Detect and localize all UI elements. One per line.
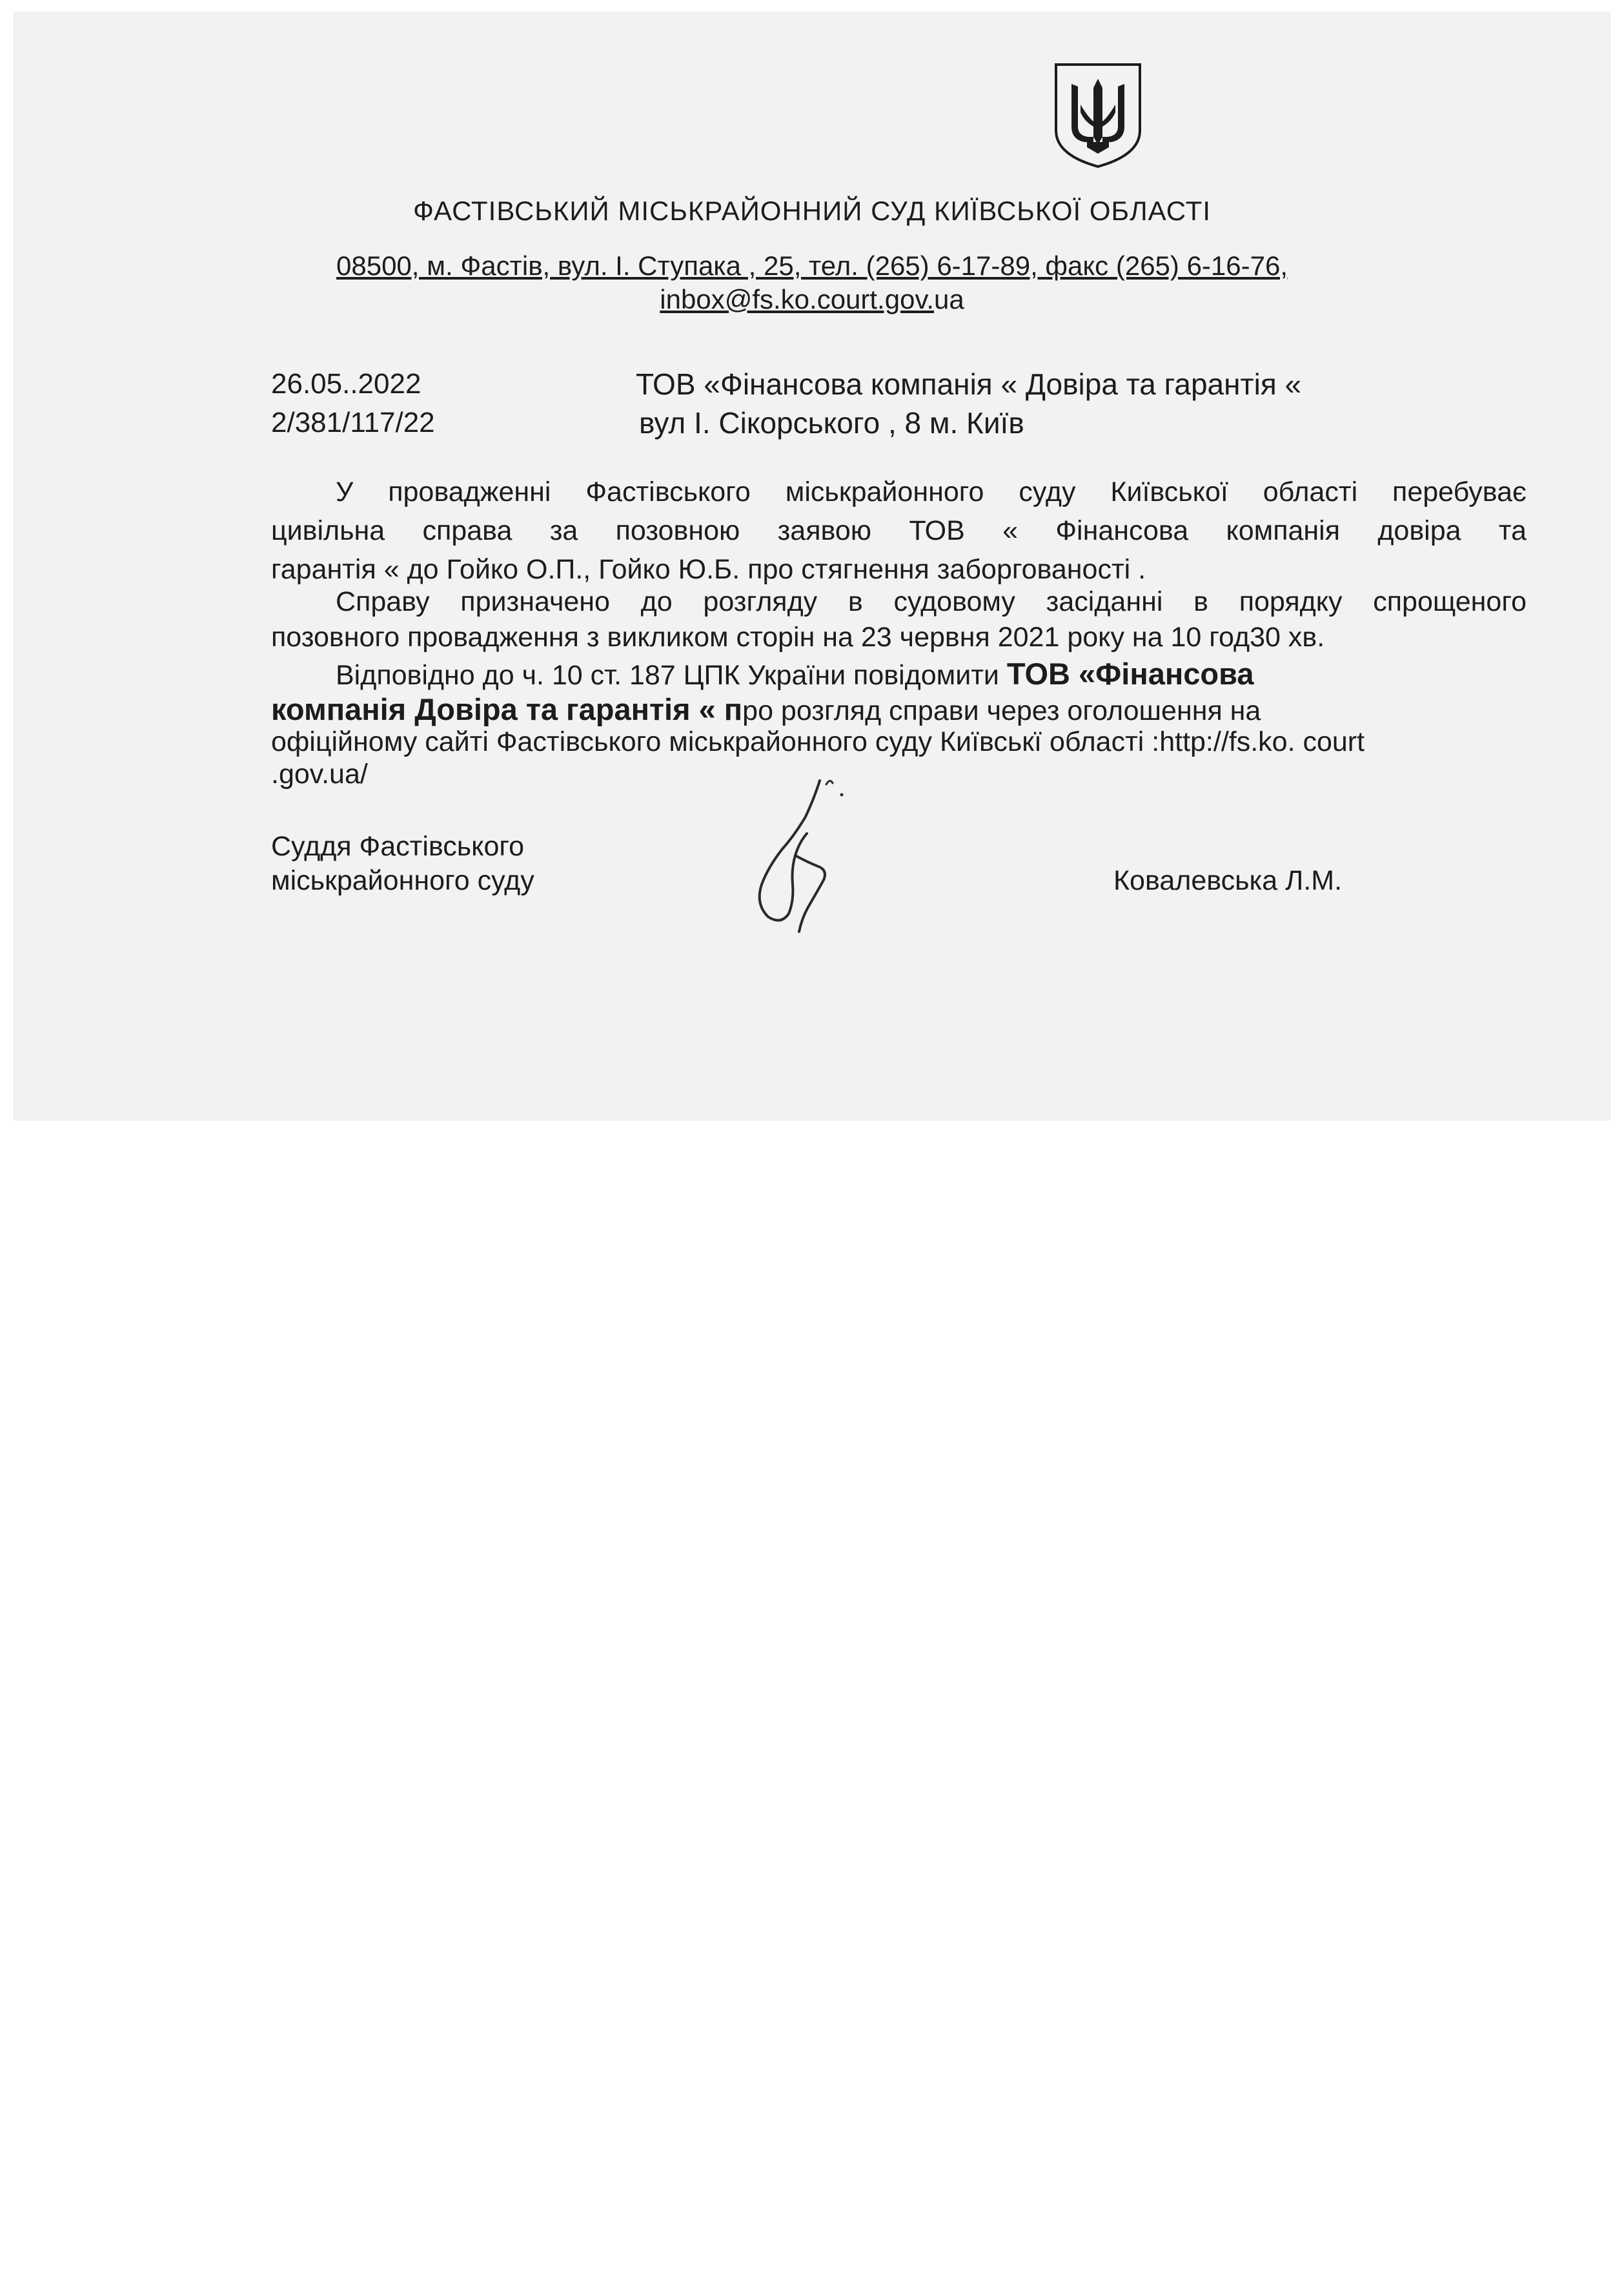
body-p1-line1: У провадженні Фастівського міськрайонного суду Київської області перебуває	[336, 476, 1527, 507]
body-p3-line1-bold: ТОВ «Фінансова	[1006, 657, 1254, 691]
court-email-tail: ua	[934, 284, 964, 314]
body-p2-line1: Справу призначено до розгляду в судовому засіданні в порядку спрощеного	[336, 586, 1527, 617]
letter-number: 2/381/117/22	[271, 407, 435, 438]
body-p2-line2: позовного провадження з викликом сторін на 23 червня 2021 року на 10 год30 хв.	[271, 622, 1325, 653]
body-p3-line3: офіційному сайті Фастівського міськрайонного суду Київськї області :http://fs.ko. court	[271, 726, 1365, 757]
coat-of-arms-icon	[1048, 59, 1148, 169]
signer-name: Ковалевська Л.М.	[1113, 865, 1343, 896]
handwritten-signature	[723, 772, 865, 943]
recipient-address: вул І. Сікорського , 8 м. Київ	[639, 406, 1024, 440]
body-p3-line1-text: Відповідно до ч. 10 ст. 187 ЦПК України повідомити	[336, 660, 1007, 691]
court-name: ФАСТІВСЬКИЙ МІСЬКРАЙОННИЙ СУД КИЇВСЬКОЇ ОБЛАСТІ	[412, 196, 1211, 226]
court-email-link[interactable]: inbox@fs.ko.court.gov.	[660, 284, 934, 314]
court-email	[0, 284, 1624, 315]
court-address: 08500, м. Фастів, вул. І. Ступака , 25, тел. (265) 6-17-89, факс (265) 6-16-76,	[336, 251, 1288, 281]
body-p3-line2	[271, 692, 1527, 728]
recipient-name: ТОВ «Фінансова компанія « Довіра та гарантія «	[636, 367, 1302, 401]
signer-title-line2: міськрайонного суду	[271, 865, 534, 896]
body-p3-line2-text: ро розгляд справи через оголошення на	[742, 695, 1261, 726]
body-p1-line3: гарантія « до Гойко О.П., Гойко Ю.Б. про стягнення заборгованості .	[271, 554, 1146, 585]
letter-date: 26.05..2022	[271, 368, 421, 400]
body-p3-line2-bold: компанія Довіра та гарантія « п	[271, 692, 743, 726]
body-p3-line1	[336, 657, 1527, 693]
body-p3-line4: .gov.ua/	[271, 759, 368, 790]
signer-title-line1: Суддя Фастівського	[271, 831, 525, 862]
body-p1-line2: цивільна справа за позовною заявою ТОВ « Фінансова компанія довіра та	[271, 515, 1527, 546]
